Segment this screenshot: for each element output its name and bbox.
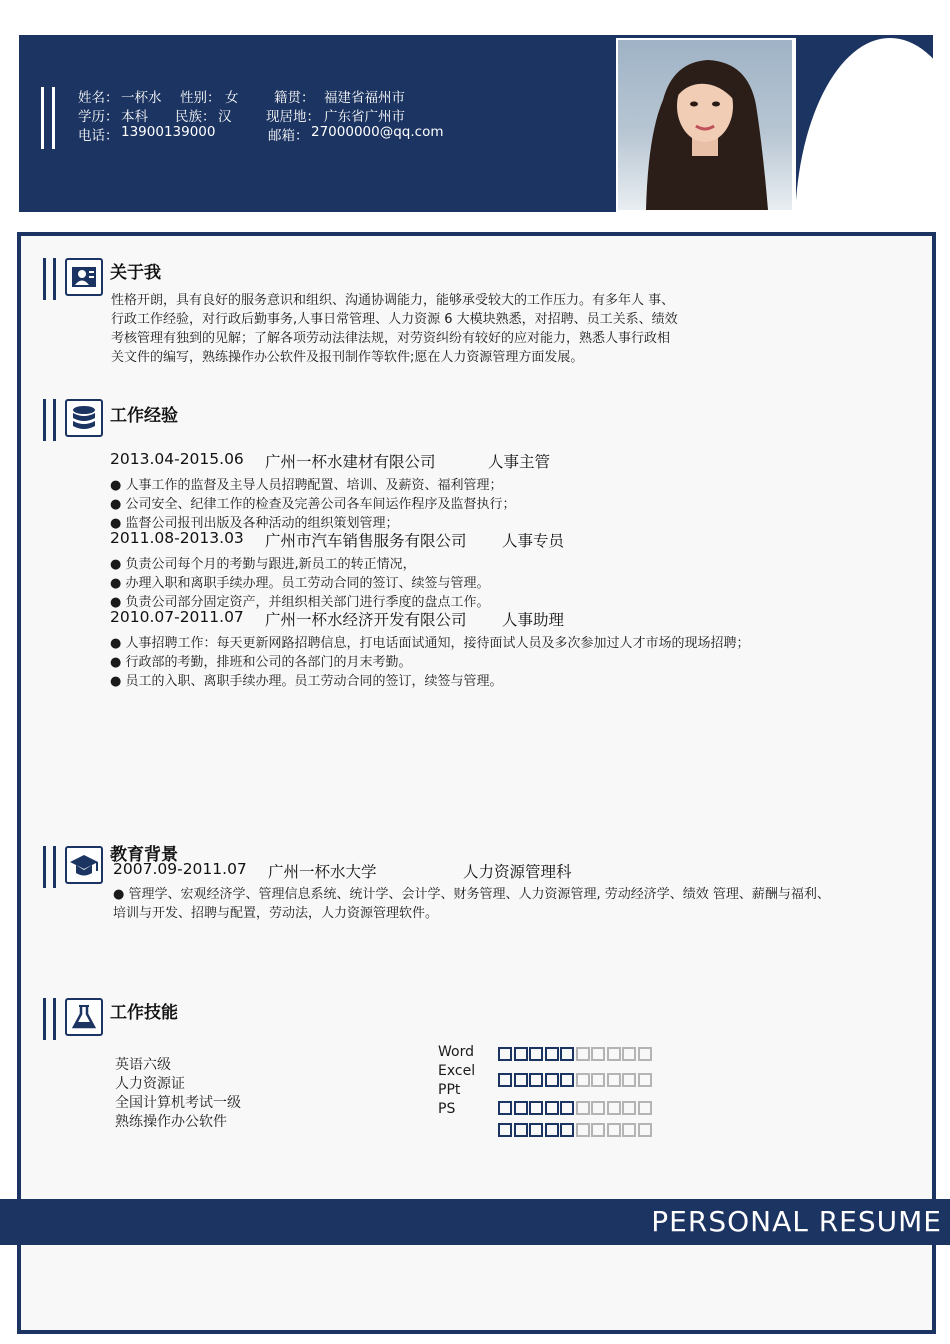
skill-square-empty	[576, 1101, 590, 1115]
email-label: 邮箱：	[268, 128, 309, 144]
skill-square-empty	[638, 1101, 652, 1115]
education-courses-line: 培训与开发、招聘与配置，劳动法，人力资源管理软件。	[113, 906, 439, 921]
education-courses-line: ● 管理学、宏观经济学、管理信息系统、统计学、会计学、财务管理、人力资源管理, 劳动经济学、绩效 管理、薪酬与福利、	[113, 887, 830, 902]
about-text	[111, 291, 678, 367]
residence-value: 广东省广州市	[324, 109, 405, 125]
phone-value: 13900139000	[121, 124, 216, 140]
skill-square-filled	[545, 1047, 559, 1061]
skill-square-empty	[622, 1101, 636, 1115]
residence-label: 现居地：	[266, 109, 320, 125]
about-line: 考核管理有独到的见解；了解各项劳动法律法规，对劳资纠纷有较好的应对能力，熟悉人事行政相	[111, 331, 671, 346]
education-major: 人力资源管理科	[463, 863, 572, 881]
native-value: 福建省福州市	[324, 90, 405, 106]
flask-icon	[65, 998, 103, 1036]
education-bars-decoration	[43, 846, 57, 888]
about-line: 行政工作经验，对行政后勤事务,人事日常管理、人力资源 6 大模块熟悉，对招聘、员工关系、绩效	[111, 312, 678, 327]
skill-square-filled	[560, 1123, 574, 1137]
software-label: Excel	[438, 1063, 476, 1079]
photo-frame	[616, 38, 796, 212]
education-period: 2007.09-2011.07	[113, 860, 247, 878]
skill-square-filled	[514, 1101, 528, 1115]
skill-square-filled	[498, 1101, 512, 1115]
job-bullet: ● 办理入职和离职手续办理。员工劳动合同的签订、续签与管理。	[110, 576, 490, 591]
skills-title: 工作技能	[110, 1003, 178, 1023]
skill-square-empty	[576, 1047, 590, 1061]
job-period: 2011.08-2013.03	[110, 529, 244, 547]
skill-square-filled	[529, 1073, 543, 1087]
skill-square-empty	[576, 1073, 590, 1087]
skill-square-filled	[514, 1073, 528, 1087]
bottom-banner	[0, 1199, 950, 1245]
skill-square-empty	[591, 1073, 605, 1087]
header-banner	[19, 35, 933, 212]
about-title: 关于我	[110, 263, 161, 283]
about-line: 性格开朗，具有良好的服务意识和组织、沟通协调能力，能够承受较大的工作压力。有多年人 事、	[111, 293, 675, 308]
about-line: 关文件的编写，熟练操作办公软件及报刊制作等软件;愿在人力资源管理方面发展。	[111, 350, 584, 365]
name-label: 姓名：	[78, 90, 119, 106]
skill-square-filled	[529, 1101, 543, 1115]
cert-item: 熟练操作办公软件	[115, 1114, 227, 1130]
job-role: 人事主管	[488, 453, 551, 471]
skill-square-empty	[591, 1047, 605, 1061]
banner-title: PERSONAL RESUME	[651, 1205, 942, 1238]
education-school: 广州一杯水大学	[268, 863, 377, 881]
skill-square-empty	[576, 1123, 590, 1137]
ethnic-label: 民族：	[175, 109, 216, 125]
job-role: 人事助理	[502, 611, 565, 629]
skill-square-empty	[638, 1123, 652, 1137]
skill-square-filled	[514, 1047, 528, 1061]
gender-value: 女	[225, 90, 239, 106]
work-title: 工作经验	[110, 406, 178, 426]
skill-square-filled	[560, 1047, 574, 1061]
skill-square-empty	[607, 1123, 621, 1137]
skill-square-filled	[529, 1123, 543, 1137]
skill-square-empty	[591, 1101, 605, 1115]
native-label: 籍贯：	[274, 90, 315, 106]
education-title: 教育背景	[110, 845, 178, 865]
job-bullet: ● 人事工作的监督及主导人员招聘配置、培训、及薪资、福利管理；	[110, 478, 503, 493]
skills-bars-decoration	[43, 998, 57, 1040]
skill-square-filled	[529, 1047, 543, 1061]
skill-square-empty	[622, 1073, 636, 1087]
gender-label: 性别：	[180, 90, 221, 106]
skill-square-empty	[607, 1101, 621, 1115]
job-bullet: ● 员工的入职、离职手续办理。员工劳动合同的签订，续签与管理。	[110, 674, 503, 689]
skill-square-empty	[607, 1047, 621, 1061]
graduation-cap-icon	[65, 846, 103, 884]
skill-square-empty	[607, 1073, 621, 1087]
person-card-icon	[65, 258, 103, 296]
skill-level-bar	[498, 1073, 653, 1087]
skill-square-filled	[545, 1101, 559, 1115]
profile-photo	[618, 40, 792, 210]
skill-level-bar	[498, 1123, 653, 1137]
cert-item: 人力资源证	[115, 1076, 185, 1092]
skill-square-empty	[591, 1123, 605, 1137]
skill-square-empty	[622, 1047, 636, 1061]
work-bars-decoration	[43, 399, 57, 441]
phone-label: 电话：	[78, 128, 119, 144]
skill-square-empty	[638, 1073, 652, 1087]
skill-level-bar	[498, 1101, 653, 1115]
edu-label: 学历：	[78, 109, 119, 125]
email-value: 27000000@qq.com	[311, 124, 444, 140]
software-label: PPt	[438, 1082, 461, 1098]
job-bullet: ● 负责公司每个月的考勤与跟进,新员工的转正情况，	[110, 557, 416, 572]
skill-square-filled	[560, 1101, 574, 1115]
edu-value: 本科	[121, 109, 148, 125]
job-company: 广州一杯水经济开发有限公司	[265, 611, 467, 629]
skill-square-filled	[514, 1123, 528, 1137]
job-company: 广州一杯水建材有限公司	[265, 453, 436, 471]
skill-square-filled	[545, 1073, 559, 1087]
ethnic-value: 汉	[218, 109, 232, 125]
cert-item: 全国计算机考试一级	[115, 1095, 241, 1111]
skill-square-empty	[622, 1123, 636, 1137]
skill-square-empty	[638, 1047, 652, 1061]
job-company: 广州市汽车销售服务有限公司	[265, 532, 467, 550]
skill-square-filled	[498, 1047, 512, 1061]
cert-item: 英语六级	[115, 1057, 171, 1073]
header-bars-decoration	[41, 87, 57, 149]
job-bullet: ● 行政部的考勤，排班和公司的各部门的月末考勤。	[110, 655, 412, 670]
job-period: 2013.04-2015.06	[110, 450, 244, 468]
job-period: 2010.07-2011.07	[110, 608, 244, 626]
software-label: Word	[438, 1044, 474, 1060]
resume-body	[17, 232, 936, 1334]
skill-square-filled	[560, 1073, 574, 1087]
portrait-illustration	[618, 40, 792, 210]
job-bullet: ● 人事招聘工作：每天更新网路招聘信息，打电话面试通知，接待面试人员及多次参加过人才市场的现场招聘；	[110, 636, 750, 651]
skill-square-filled	[498, 1123, 512, 1137]
name-value: 一杯水	[121, 90, 162, 106]
job-role: 人事专员	[502, 532, 565, 550]
job-bullet: ● 负责公司部分固定资产，并组织相关部门进行季度的盘点工作。	[110, 595, 490, 610]
software-label: PS	[438, 1101, 456, 1117]
skill-square-filled	[545, 1123, 559, 1137]
job-bullet: ● 公司安全、纪律工作的检查及完善公司各车间运作程序及监督执行；	[110, 497, 516, 512]
database-icon	[65, 399, 103, 437]
job-bullet: ● 监督公司报刊出版及各种活动的组织策划管理；	[110, 516, 399, 531]
skill-level-bar	[498, 1047, 653, 1061]
skill-square-filled	[498, 1073, 512, 1087]
about-bars-decoration	[43, 258, 57, 300]
